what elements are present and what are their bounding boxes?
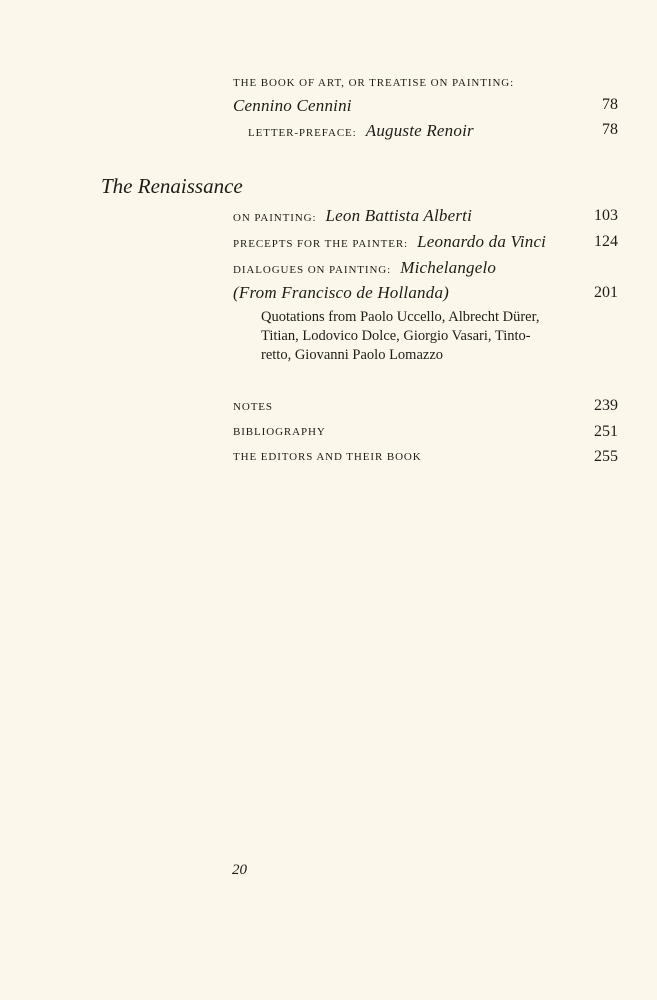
toc-entry-leonardo-author: Leonardo da Vinci: [417, 232, 547, 251]
toc-entry-renoir: [248, 122, 474, 139]
toc-entry-hollanda-page: 201: [594, 284, 618, 301]
toc-entry-notes-label: NOTES: [233, 401, 273, 413]
toc-entry-bibliography-label: BIBLIOGRAPHY: [233, 426, 326, 438]
quotations-line: Titian, Lodovico Dolce, Giorgio Vasari, Tinto-: [261, 328, 531, 344]
toc-entry-michelangelo: [233, 259, 496, 276]
toc-entry-leonardo-page: 124: [594, 233, 618, 250]
toc-entry-editors-label: THE EDITORS AND THEIR BOOK: [233, 451, 422, 463]
toc-entry-renoir-author: Auguste Renoir: [365, 121, 474, 140]
toc-entry-renoir-page: 78: [602, 121, 618, 138]
page-number: 20: [232, 862, 247, 878]
toc-entry-leonardo-label: PRECEPTS FOR THE PAINTER:: [233, 238, 409, 250]
section-title: The Renaissance: [101, 174, 243, 198]
toc-entry-bibliography-page: 251: [594, 423, 618, 440]
toc-entry-book-of-art-label: THE BOOK OF ART, OR TREATISE ON PAINTING:: [233, 77, 515, 89]
toc-entry-michelangelo-author: Michelangelo: [400, 258, 497, 277]
quotations-line: Quotations from Paolo Uccello, Albrecht Dürer,: [261, 309, 540, 325]
toc-entry-alberti-label: ON PAINTING:: [233, 212, 317, 224]
toc-entry-cennini-page: 78: [602, 96, 618, 113]
toc-entry-renoir-label: LETTER-PREFACE:: [248, 127, 357, 139]
toc-entry-cennini-author: Cennino Cennini: [233, 96, 352, 115]
toc-entry-hollanda-author: (From Francisco de Hollanda): [233, 283, 450, 302]
toc-entry-alberti: [233, 207, 472, 224]
toc-entry-michelangelo-label: DIALOGUES ON PAINTING:: [233, 264, 392, 276]
quotations-line: retto, Giovanni Paolo Lomazzo: [261, 347, 444, 363]
toc-entry-notes-page: 239: [594, 397, 618, 414]
toc-entry-alberti-author: Leon Battista Alberti: [325, 206, 473, 225]
toc-entry-alberti-page: 103: [594, 207, 618, 224]
toc-entry-editors-page: 255: [594, 448, 618, 465]
toc-entry-leonardo: [233, 233, 546, 250]
